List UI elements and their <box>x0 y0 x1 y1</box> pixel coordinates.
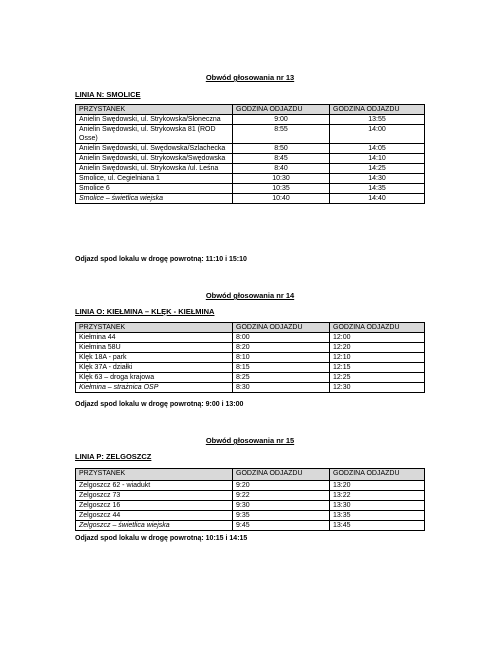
header-cell: GODZINA ODJAZDU <box>233 323 330 333</box>
return-note: Odjazd spod lokalu w drogę powrotną: 9:00 i 13:00 <box>75 401 244 408</box>
time-cell: 13:22 <box>330 491 425 501</box>
header-cell: GODZINA ODJAZDU <box>330 469 425 481</box>
time-cell: 14:05 <box>330 144 425 154</box>
time-cell: 13:20 <box>330 481 425 491</box>
schedule-table <box>75 468 425 531</box>
table-row <box>76 491 425 501</box>
time-cell: 14:00 <box>330 125 425 144</box>
table-row <box>76 343 425 353</box>
time-cell: 9:35 <box>233 511 330 521</box>
time-cell: 9:30 <box>233 501 330 511</box>
time-cell: 9:00 <box>233 115 330 125</box>
stop-cell: Smolice, ul. Cegielniana 1 <box>76 174 233 184</box>
table-row <box>76 511 425 521</box>
stop-cell: Zelgoszcz 44 <box>76 511 233 521</box>
stop-cell: Klęk 18A - park <box>76 353 233 363</box>
stop-cell: Zelgoszcz 73 <box>76 491 233 501</box>
stop-cell: Klęk 37A - działki <box>76 363 233 373</box>
table-row <box>76 521 425 531</box>
stop-cell: Anielin Swędowski, ul. Strykowska/Słoneczna <box>76 115 233 125</box>
table-row <box>76 353 425 363</box>
time-cell: 12:30 <box>330 383 425 393</box>
table-row <box>76 501 425 511</box>
time-cell: 12:00 <box>330 333 425 343</box>
time-cell: 13:55 <box>330 115 425 125</box>
stop-cell: Anielin Swędowski, ul. Swędowska/Szlachecka <box>76 144 233 154</box>
time-cell: 9:22 <box>233 491 330 501</box>
time-cell: 10:30 <box>233 174 330 184</box>
time-cell: 9:20 <box>233 481 330 491</box>
table-row <box>76 154 425 164</box>
time-cell: 12:15 <box>330 363 425 373</box>
header-cell: PRZYSTANEK <box>76 105 233 115</box>
time-cell: 14:40 <box>330 194 425 204</box>
stop-cell: Smolice 6 <box>76 184 233 194</box>
table-row <box>76 144 425 154</box>
time-cell: 13:30 <box>330 501 425 511</box>
section-title: Obwód głosowania nr 14 <box>205 291 295 300</box>
stop-cell: Smolice – świetlica wiejska <box>76 194 233 204</box>
time-cell: 14:10 <box>330 154 425 164</box>
time-cell: 8:25 <box>233 373 330 383</box>
header-cell: PRZYSTANEK <box>76 323 233 333</box>
stop-cell: Zelgoszcz 16 <box>76 501 233 511</box>
time-cell: 14:30 <box>330 174 425 184</box>
table-row <box>76 383 425 393</box>
time-cell: 10:40 <box>233 194 330 204</box>
stop-cell: Kiełmina 44 <box>76 333 233 343</box>
stop-cell: Kiełmina 58U <box>76 343 233 353</box>
time-cell: 8:20 <box>233 343 330 353</box>
header-cell: GODZINA ODJAZDU <box>233 105 330 115</box>
table-row <box>76 333 425 343</box>
table-header-row <box>76 323 425 333</box>
line-name: LINIA O: KIEŁMINA – KLĘK - KIEŁMINA <box>75 307 215 316</box>
time-cell: 8:15 <box>233 363 330 373</box>
time-cell: 12:20 <box>330 343 425 353</box>
table-header-row <box>76 469 425 481</box>
time-cell: 9:45 <box>233 521 330 531</box>
table-row <box>76 481 425 491</box>
stop-cell: Zelgoszcz – świetlica wiejska <box>76 521 233 531</box>
stop-cell: Anielin Swędowski, ul. Strykowska/Swędowska <box>76 154 233 164</box>
table-row <box>76 363 425 373</box>
time-cell: 14:35 <box>330 184 425 194</box>
stop-cell: Klęk 63 – droga krajowa <box>76 373 233 383</box>
section-title: Obwód głosowania nr 15 <box>205 436 295 445</box>
header-cell: PRZYSTANEK <box>76 469 233 481</box>
stop-cell: Zelgoszcz 62 - wiadukt <box>76 481 233 491</box>
table-row <box>76 194 425 204</box>
return-note: Odjazd spod lokalu w drogę powrotną: 11:10 i 15:10 <box>75 256 247 263</box>
header-cell: GODZINA ODJAZDU <box>330 105 425 115</box>
time-cell: 12:25 <box>330 373 425 383</box>
table-row <box>76 125 425 144</box>
time-cell: 12:10 <box>330 353 425 363</box>
section-title: Obwód głosowania nr 13 <box>205 73 295 82</box>
time-cell: 8:45 <box>233 154 330 164</box>
stop-cell: Anielin Swędowski, ul. Strykowska 81 (ROD Osse) <box>76 125 233 144</box>
time-cell: 8:00 <box>233 333 330 343</box>
line-name: LINIA P: ZELGOSZCZ <box>75 452 152 461</box>
time-cell: 13:35 <box>330 511 425 521</box>
time-cell: 8:30 <box>233 383 330 393</box>
time-cell: 8:40 <box>233 164 330 174</box>
table-row <box>76 373 425 383</box>
header-cell: GODZINA ODJAZDU <box>233 469 330 481</box>
stop-cell: Anielin Swędowski, ul. Strykowska /ul. Leśna <box>76 164 233 174</box>
table-row <box>76 115 425 125</box>
schedule-table <box>75 104 425 204</box>
stop-cell: Kiełmina – strażnica OSP <box>76 383 233 393</box>
time-cell: 8:50 <box>233 144 330 154</box>
table-header-row <box>76 105 425 115</box>
header-cell: GODZINA ODJAZDU <box>330 323 425 333</box>
time-cell: 13:45 <box>330 521 425 531</box>
table-row <box>76 164 425 174</box>
line-name: LINIA N: SMOLICE <box>75 90 141 99</box>
schedule-table <box>75 322 425 393</box>
time-cell: 8:10 <box>233 353 330 363</box>
table-row <box>76 174 425 184</box>
return-note: Odjazd spod lokalu w drogę powrotną: 10:15 i 14:15 <box>75 535 248 542</box>
time-cell: 14:25 <box>330 164 425 174</box>
table-row <box>76 184 425 194</box>
time-cell: 8:55 <box>233 125 330 144</box>
time-cell: 10:35 <box>233 184 330 194</box>
